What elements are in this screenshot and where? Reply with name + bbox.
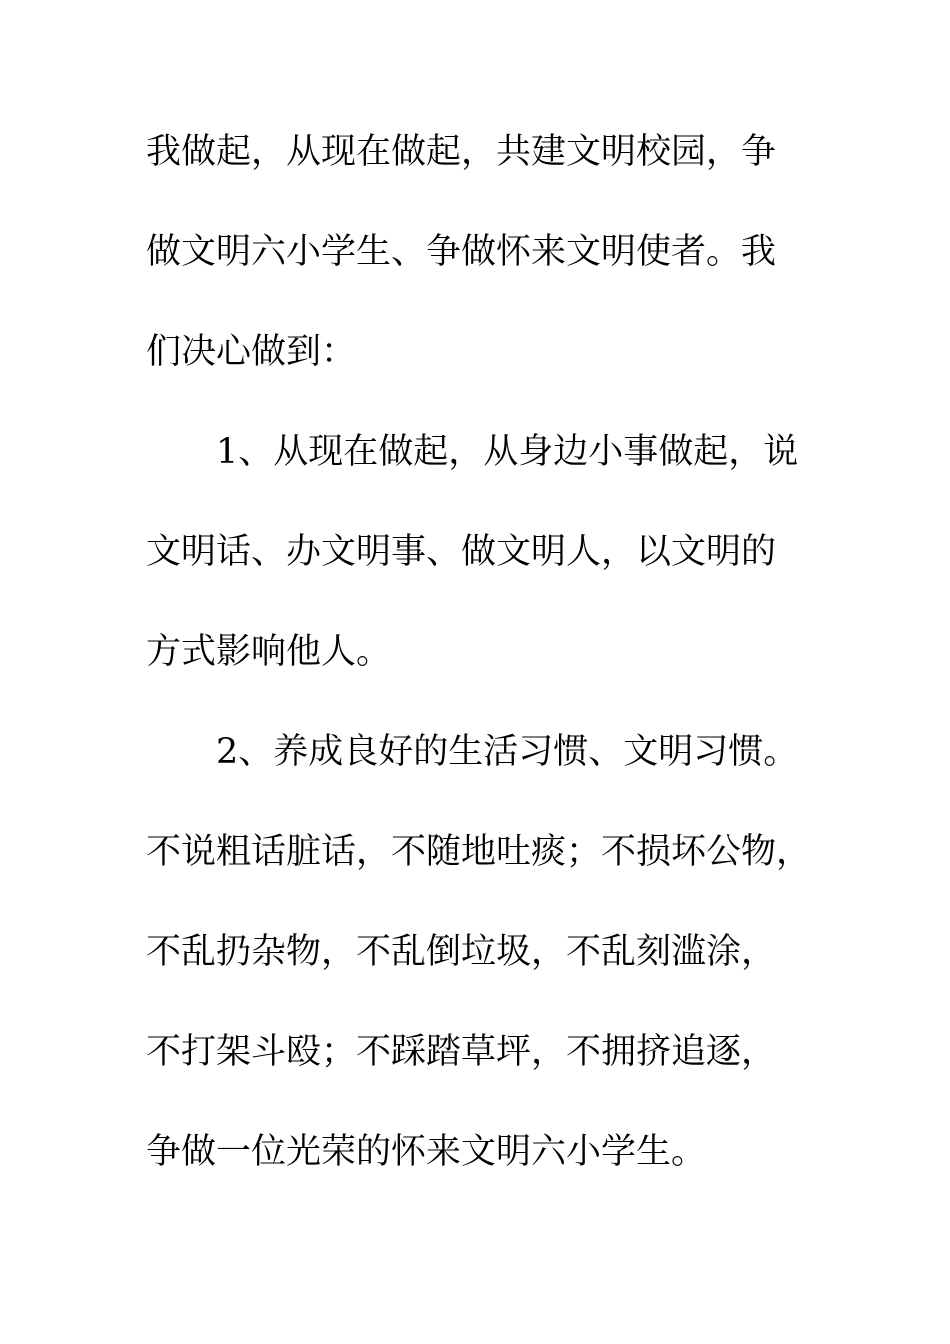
list-item-2-line: 争做一位光荣的怀来文明六小学生。 [146,1132,707,1172]
list-item-2-line: 2、养成良好的生活习惯、文明习惯。 [216,732,799,772]
paragraph-line: 我做起，从现在做起，共建文明校园，争 [146,132,777,172]
list-item-1-line: 文明话、办文明事、做文明人，以文明的 [146,532,777,572]
list-item-2-line: 不说粗话脏话，不随地吐痰；不损坏公物， [146,832,812,872]
paragraph-line: 做文明六小学生、争做怀来文明使者。我 [146,232,777,272]
list-item-1-line: 方式影响他人。 [146,632,392,672]
list-item-2-line: 不打架斗殴；不踩踏草坪，不拥挤追逐， [146,1032,777,1072]
list-item-1-line: 1、从现在做起，从身边小事做起，说 [216,432,799,472]
list-item-2-line: 不乱扔杂物，不乱倒垃圾，不乱刻滥涂， [146,932,777,972]
paragraph-line: 们决心做到： [146,332,357,372]
